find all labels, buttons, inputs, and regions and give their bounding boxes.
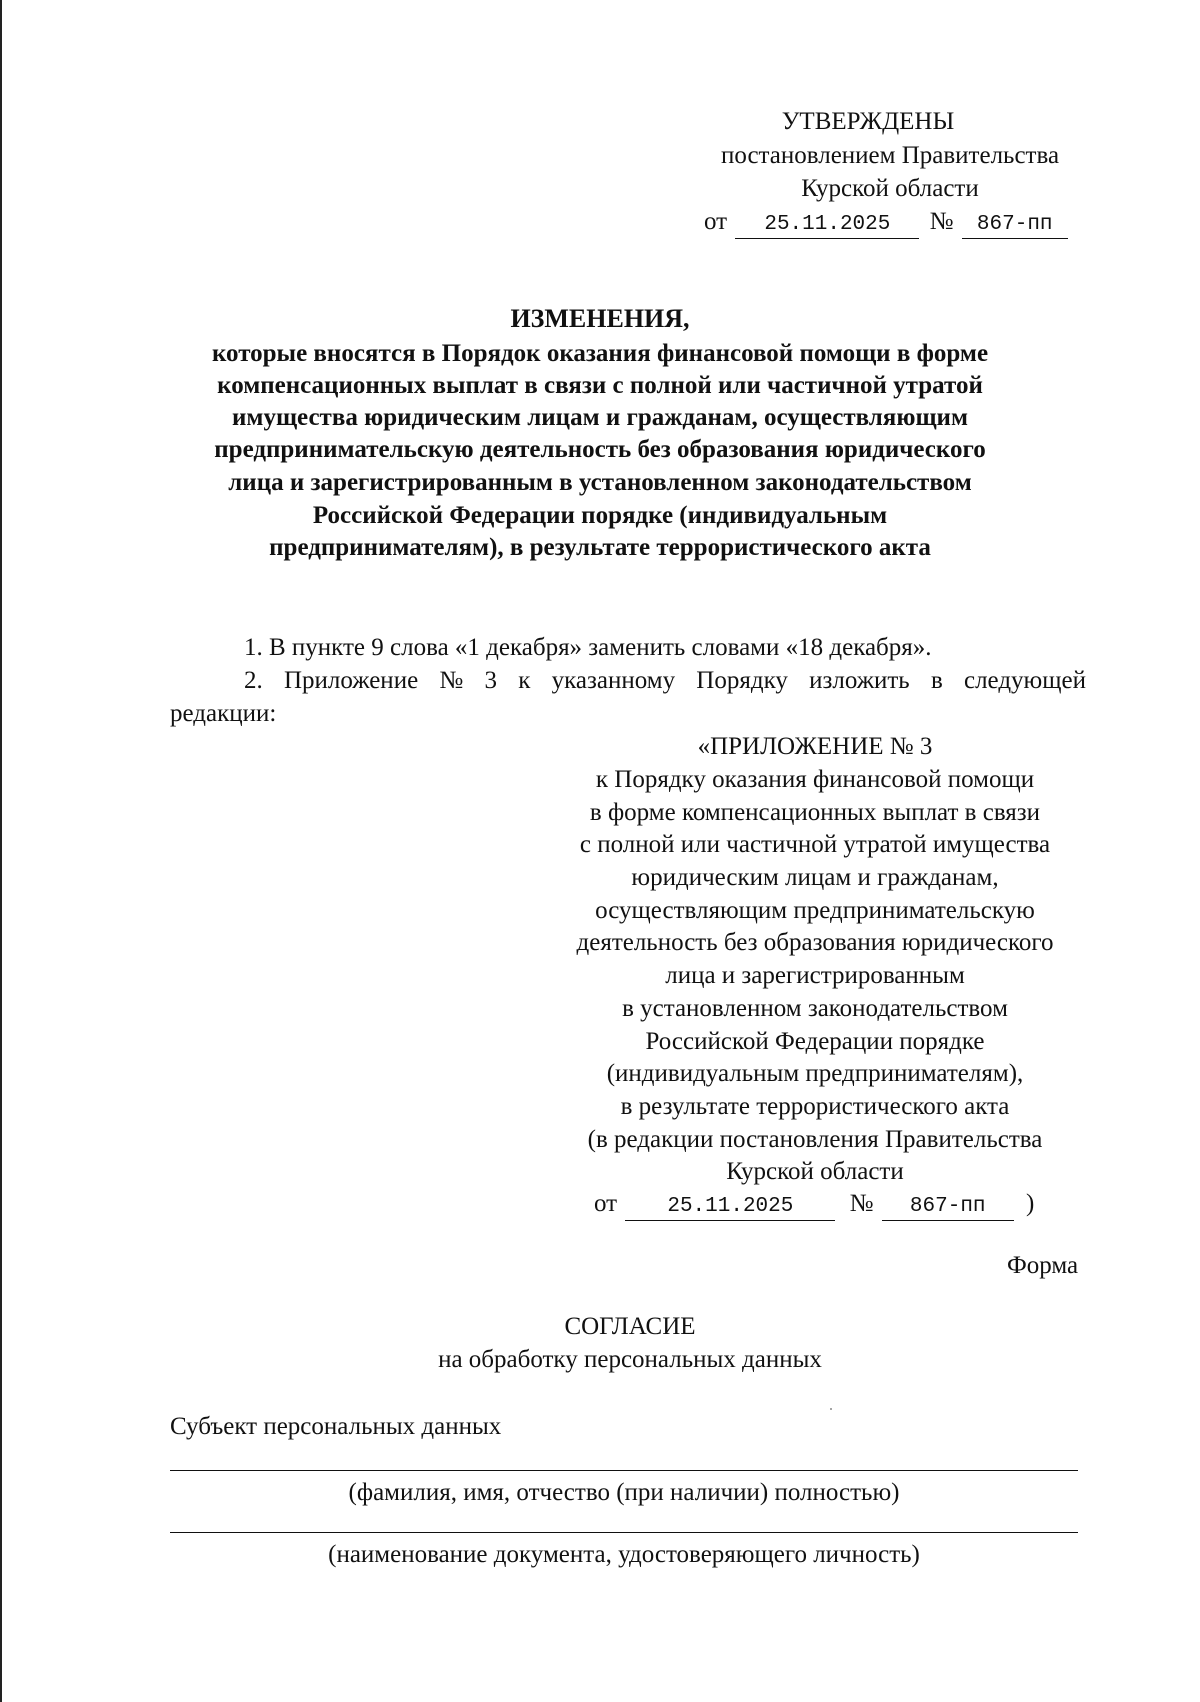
consent-title: СОГЛАСИЕ [564,1313,696,1340]
appendix-date-prefix: от [594,1190,618,1217]
appendix-number: 867-пп [882,1194,1014,1221]
appendix-line: с полной или частичной утратой имущества [579,831,1051,858]
changes-title: ИЗМЕНЕНИЯ, [510,304,690,333]
heading-line: имущества юридическим лицам и гражданам, осуществляющим [232,404,968,431]
heading-line: предпринимательскую деятельность без образования юридического [214,436,986,463]
item-2-word: к [518,667,531,694]
appendix-line: Российской Федерации порядке [645,1028,985,1055]
approval-date-prefix: от [704,208,728,235]
heading-line: предпринимателям), в результате террористического акта [269,534,931,561]
identity-document-field-line [170,1532,1078,1533]
scan-edge-line [0,0,2,1702]
approval-number-prefix: № [929,208,954,235]
appendix-date: 25.11.2025 [625,1194,835,1221]
appendix-line: (в редакции постановления Правительства [587,1126,1043,1153]
appendix-line: «ПРИЛОЖЕНИЕ № 3 [697,733,933,760]
appendix-line: к Порядку оказания финансовой помощи [595,766,1035,793]
fullname-field-line [170,1470,1078,1471]
item-1: 1. В пункте 9 слова «1 декабря» заменить словами «18 декабря». [244,634,932,661]
item-2-word: Приложение [283,667,419,694]
approval-number: 867-пп [962,212,1068,239]
item-2-word: изложить [809,667,910,694]
approval-line-2: Курской области [801,175,979,202]
identity-document-caption: (наименование документа, удостоверяющего личность) [328,1541,920,1568]
consent-subtitle: на обработку персональных данных [438,1346,822,1373]
appendix-line: деятельность без образования юридического [576,929,1054,956]
approval-title: УТВЕРЖДЕНЫ [781,108,955,135]
item-2-word: указанному [551,667,676,694]
appendix-line: в установленном законодательством [622,995,1008,1022]
appendix-close-paren: ) [1025,1190,1035,1217]
approval-date-line [704,206,1068,239]
appendix-line: осуществляющим предпринимательскую [595,897,1035,924]
appendix-line: (индивидуальным предпринимателям), [606,1060,1024,1087]
approval-line-1: постановлением Правительства [720,142,1060,169]
item-2-continuation: редакции: [170,700,277,727]
fullname-caption: (фамилия, имя, отчество (при наличии) полностью) [348,1479,900,1506]
heading-line: компенсационных выплат в связи с полной или частичной утратой [217,372,983,399]
appendix-date-line [594,1188,1034,1221]
approval-date: 25.11.2025 [735,212,919,239]
appendix-line: лица и зарегистрированным [665,962,965,989]
item-2-word: в [930,667,943,694]
form-label: Форма [1007,1252,1079,1279]
appendix-line: юридическим лицам и гражданам, [631,864,999,891]
scan-speck [830,1408,832,1410]
heading-line: Российской Федерации порядке (индивидуальным [312,502,888,529]
appendix-number-prefix: № [849,1190,874,1217]
item-2 [244,665,1086,698]
item-2-word: Порядку [696,667,788,694]
appendix-line: в результате террористического акта [620,1093,1010,1120]
subject-label: Субъект персональных данных [170,1413,502,1440]
heading-line: лица и зарегистрированным в установленном законодательством [228,469,972,496]
item-2-word: 3 [484,667,497,694]
appendix-line: в форме компенсационных выплат в связи [589,799,1041,826]
item-2-word: № [439,667,464,694]
heading-line: которые вносятся в Порядок оказания финансовой помощи в форме [211,340,989,367]
item-2-word: 2. [244,667,263,694]
appendix-line: Курской области [726,1158,904,1185]
item-2-word: следующей [963,667,1086,694]
